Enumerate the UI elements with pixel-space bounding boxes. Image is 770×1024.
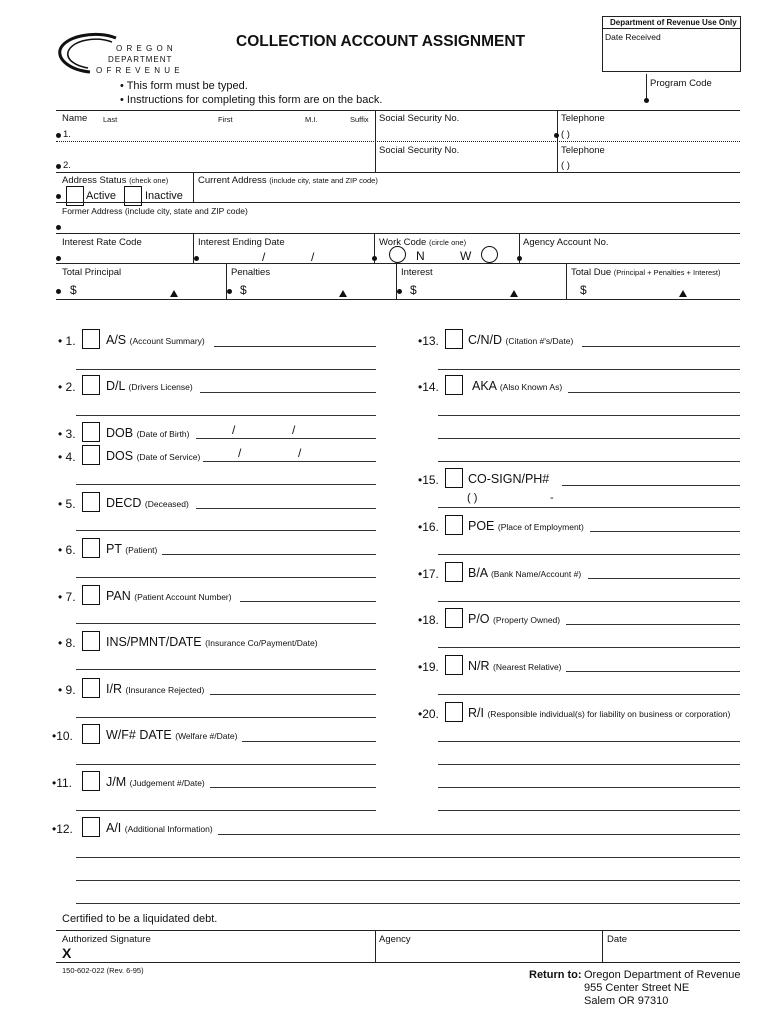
item-12-number: •12. <box>52 822 73 836</box>
total-due-label: Total Due (Principal + Penalties + Interest) <box>571 267 721 278</box>
item-12-line[interactable] <box>218 834 740 835</box>
item-15-line-2[interactable] <box>438 507 740 508</box>
item-16-line-2[interactable] <box>438 554 740 555</box>
item-6-number: • 6. <box>58 543 76 557</box>
item-5-line-2[interactable] <box>76 530 376 531</box>
item-17-number: •17. <box>418 567 439 581</box>
item-9-label: I/R (Insurance Rejected) <box>106 682 205 696</box>
date-received-label: Date Received <box>605 32 661 42</box>
penalties-label: Penalties <box>231 267 271 278</box>
name-row-1-number: 1. <box>63 129 71 140</box>
item-11-label: J/M (Judgement #/Date) <box>106 775 205 789</box>
ssn-label-2: Social Security No. <box>379 145 460 156</box>
program-code-label: Program Code <box>650 78 712 89</box>
item-3-number: • 3. <box>58 427 76 441</box>
item-15-label: CO-SIGN/PH# <box>468 472 550 486</box>
instruction-typed: • This form must be typed. <box>120 80 248 92</box>
telephone-label-2: Telephone <box>561 145 605 156</box>
name-line-1[interactable] <box>56 141 740 142</box>
item-14-number: •14. <box>418 380 439 394</box>
total-due-dollar: $ <box>580 283 587 297</box>
item-3-label: DOB (Date of Birth) <box>106 426 190 440</box>
item-9-line[interactable] <box>210 694 376 695</box>
item-8-checkbox[interactable] <box>82 631 100 651</box>
name-row-2-number: 2. <box>63 160 71 171</box>
item-14-label: AKA (Also Known As) <box>472 379 563 393</box>
signature-x: X <box>62 945 72 961</box>
active-label: Active <box>86 190 116 202</box>
item-9-number: • 9. <box>58 683 76 697</box>
item-8-line[interactable] <box>76 669 376 670</box>
item-7-number: • 7. <box>58 590 76 604</box>
item-10-checkbox[interactable] <box>82 724 100 744</box>
item-7-checkbox[interactable] <box>82 585 100 605</box>
item-20-line[interactable] <box>438 741 740 742</box>
interest-dollar: $ <box>410 283 417 297</box>
item-1-line[interactable] <box>214 346 376 347</box>
signature-line[interactable] <box>56 962 740 963</box>
item-7-line-2[interactable] <box>76 623 376 624</box>
authorized-signature-label: Authorized Signature <box>62 934 151 945</box>
item-4-line-2[interactable] <box>76 484 376 485</box>
item-20-number: •20. <box>418 707 439 721</box>
agency-account-label: Agency Account No. <box>523 237 609 248</box>
item-16-checkbox[interactable] <box>445 515 463 535</box>
item-14-checkbox[interactable] <box>445 375 463 395</box>
date-slash-2: / <box>311 250 315 264</box>
logo-oregon: O R E G O N <box>116 44 174 53</box>
telephone-label-1: Telephone <box>561 113 605 124</box>
item-8-label: INS/PMNT/DATE (Insurance Co/Payment/Date) <box>106 635 318 649</box>
form-title: COLLECTION ACCOUNT ASSIGNMENT <box>236 33 526 50</box>
instruction-back: • Instructions for completing this form are on the back. <box>120 94 383 106</box>
suffix-label: Suffix <box>350 115 369 124</box>
item-13-label: C/N/D (Citation #'s/Date) <box>468 333 574 347</box>
item-15-line[interactable] <box>562 485 740 486</box>
item-16-number: •16. <box>418 520 439 534</box>
item-18-checkbox[interactable] <box>445 608 463 628</box>
item-11-line-2[interactable] <box>76 810 376 811</box>
item-2-label: D/L (Drivers License) <box>106 379 193 393</box>
item-18-number: •18. <box>418 613 439 627</box>
item-5-checkbox[interactable] <box>82 492 100 512</box>
phone-parens-2: ( ) <box>561 160 570 171</box>
item-12-checkbox[interactable] <box>82 817 100 837</box>
work-code-w-label: W <box>460 249 472 263</box>
item-14-line[interactable] <box>568 392 740 393</box>
return-address-line3: Salem OR 97310 <box>584 995 669 1007</box>
mi-label: M.I. <box>305 115 318 124</box>
inactive-label: Inactive <box>145 190 183 202</box>
item-4-line[interactable] <box>203 461 376 462</box>
item-11-number: •11. <box>52 776 72 790</box>
phone-parens-1: ( ) <box>561 129 570 140</box>
item-19-checkbox[interactable] <box>445 655 463 675</box>
name-label: Name <box>62 113 88 124</box>
item-10-label: W/F# DATE (Welfare #/Date) <box>106 728 238 742</box>
item-6-line-2[interactable] <box>76 577 376 578</box>
item-9-line-2[interactable] <box>76 717 376 718</box>
item-19-label: N/R (Nearest Relative) <box>468 659 562 673</box>
item-12-line-2[interactable] <box>76 857 740 858</box>
item-10-line[interactable] <box>242 741 376 742</box>
item-2-number: • 2. <box>58 380 76 394</box>
interest-ending-date-label: Interest Ending Date <box>198 237 285 248</box>
logo-of-revenue: O F R E V E N U E <box>96 66 181 75</box>
agency-use-title: Department of Revenue Use Only <box>610 18 737 27</box>
item-7-line[interactable] <box>240 601 376 602</box>
item-11-line[interactable] <box>210 787 376 788</box>
item-9-checkbox[interactable] <box>82 678 100 698</box>
last-label: Last <box>103 115 118 124</box>
work-code-w-circle[interactable] <box>481 246 498 263</box>
item-12-label: A/I (Additional Information) <box>106 821 213 835</box>
item-5-line[interactable] <box>196 508 376 509</box>
item-7-label: PAN (Patient Account Number) <box>106 589 232 603</box>
date-label: Date <box>607 934 628 945</box>
item-6-line[interactable] <box>162 554 376 555</box>
item-14-line-2[interactable] <box>438 415 740 416</box>
cosign-phone-parens: ( ) <box>467 492 478 504</box>
item-4-number: • 4. <box>58 450 76 464</box>
active-checkbox[interactable] <box>66 186 84 206</box>
item-16-label: POE (Place of Employment) <box>468 519 584 533</box>
item-20-line-4[interactable] <box>438 810 740 811</box>
item-18-label: P/O (Property Owned) <box>468 612 561 626</box>
interest-label: Interest <box>401 267 433 278</box>
item-1-line-2[interactable] <box>76 369 376 370</box>
item-12-line-4[interactable] <box>76 903 740 904</box>
item-1-checkbox[interactable] <box>82 329 100 349</box>
item-3-checkbox[interactable] <box>82 422 100 442</box>
item-10-line-2[interactable] <box>76 764 376 765</box>
item-18-line[interactable] <box>566 624 740 625</box>
date-slash-1: / <box>262 250 266 264</box>
item-13-line[interactable] <box>582 346 740 347</box>
name-line-2[interactable] <box>56 172 740 173</box>
item-1-label: A/S (Account Summary) <box>106 333 205 347</box>
item-17-line[interactable] <box>588 578 740 579</box>
item-5-label: DECD (Deceased) <box>106 496 189 510</box>
total-principal-dollar: $ <box>70 283 77 297</box>
return-address-line2: 955 Center Street NE <box>584 982 690 994</box>
item-13-checkbox[interactable] <box>445 329 463 349</box>
dob-slash-1: / <box>232 423 236 437</box>
agency-label: Agency <box>379 934 411 945</box>
item-6-checkbox[interactable] <box>82 538 100 558</box>
item-14-line-4[interactable] <box>438 461 740 462</box>
item-13-line-2[interactable] <box>438 369 740 370</box>
item-2-line-2[interactable] <box>76 415 376 416</box>
item-8-number: • 8. <box>58 636 76 650</box>
work-code-n-label: N <box>416 249 425 263</box>
item-10-number: •10. <box>52 729 73 743</box>
item-15-checkbox[interactable] <box>445 468 463 488</box>
logo-department: DEPARTMENT <box>108 55 173 64</box>
form-number: 150-602-022 (Rev. 6-95) <box>62 966 144 975</box>
item-20-line-2[interactable] <box>438 764 740 765</box>
item-11-checkbox[interactable] <box>82 771 100 791</box>
dos-slash-1: / <box>238 446 242 460</box>
former-address-line[interactable] <box>56 233 740 234</box>
current-address-label: Current Address (include city, state and ZIP code) <box>198 175 378 186</box>
item-18-line-2[interactable] <box>438 647 740 648</box>
dos-slash-2: / <box>298 446 302 460</box>
certify-text: Certified to be a liquidated debt. <box>62 913 218 925</box>
interest-rate-code-label: Interest Rate Code <box>62 237 142 248</box>
item-19-line-2[interactable] <box>438 694 740 695</box>
return-to-label: Return to: <box>529 969 582 981</box>
item-16-line[interactable] <box>590 531 740 532</box>
item-2-checkbox[interactable] <box>82 375 100 395</box>
address-status-label: Address Status (check one) <box>62 175 169 186</box>
item-17-line-2[interactable] <box>438 601 740 602</box>
inactive-checkbox[interactable] <box>124 186 142 206</box>
item-19-number: •19. <box>418 660 439 674</box>
item-17-label: B/A (Bank Name/Account #) <box>468 566 582 580</box>
ssn-label-1: Social Security No. <box>379 113 460 124</box>
item-1-number: • 1. <box>58 334 76 348</box>
return-address-line1: Oregon Department of Revenue <box>584 969 741 981</box>
work-code-label: Work Code (circle one) <box>379 237 467 248</box>
former-address-label: Former Address (include city, state and ZIP code) <box>62 206 248 216</box>
item-13-number: •13. <box>418 334 439 348</box>
item-20-line-3[interactable] <box>438 787 740 788</box>
item-4-checkbox[interactable] <box>82 445 100 465</box>
item-5-number: • 5. <box>58 497 76 511</box>
item-15-number: •15. <box>418 473 439 487</box>
item-14-line-3[interactable] <box>438 438 740 439</box>
item-6-label: PT (Patient) <box>106 542 158 556</box>
penalties-dollar: $ <box>240 283 247 297</box>
item-3-line[interactable] <box>196 438 376 439</box>
item-17-checkbox[interactable] <box>445 562 463 582</box>
cosign-phone-dash: - <box>550 492 554 504</box>
total-principal-label: Total Principal <box>62 267 122 278</box>
item-20-checkbox[interactable] <box>445 702 463 722</box>
work-code-n-circle[interactable] <box>389 246 406 263</box>
item-2-line[interactable] <box>200 392 376 393</box>
item-12-line-3[interactable] <box>76 880 740 881</box>
dob-slash-2: / <box>292 423 296 437</box>
item-4-label: DOS (Date of Service) <box>106 449 201 463</box>
item-19-line[interactable] <box>566 671 740 672</box>
item-20-label: R/I (Responsible individual(s) for liability on business or corporation) <box>468 706 731 720</box>
first-label: First <box>218 115 233 124</box>
